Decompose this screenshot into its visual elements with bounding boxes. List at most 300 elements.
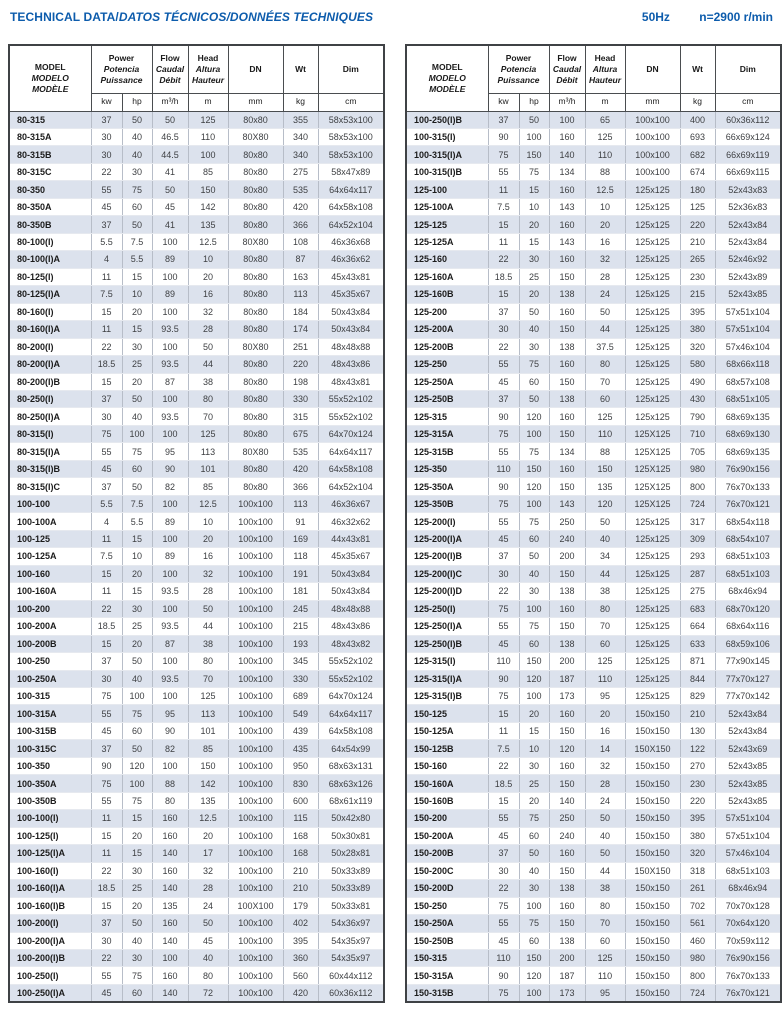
value-cell: 180	[680, 181, 715, 198]
value-cell: 25	[122, 356, 152, 373]
value-cell: 100	[152, 303, 188, 320]
value-cell: 100	[152, 338, 188, 355]
col-header-flow-en: Flow	[160, 52, 180, 63]
frequency-label: 50Hz	[641, 10, 670, 24]
value-cell: 315	[283, 408, 318, 425]
value-cell: 60	[519, 373, 549, 390]
value-cell: 380	[680, 321, 715, 338]
value-cell: 40	[122, 408, 152, 425]
value-cell: 11	[91, 530, 122, 547]
value-cell: 40	[585, 827, 625, 844]
value-cell: 40	[519, 321, 549, 338]
table-row	[9, 548, 384, 565]
value-cell: 4	[91, 251, 122, 268]
value-cell: 68x51x103	[715, 548, 781, 565]
model-cell: 100-315B	[9, 722, 91, 739]
table-row	[9, 338, 384, 355]
value-cell: 45x43x81	[318, 268, 384, 285]
table-row	[9, 425, 384, 442]
value-cell: 28	[188, 583, 228, 600]
value-cell: 22	[488, 251, 519, 268]
value-cell: 100x100	[228, 705, 283, 722]
value-cell: 100	[519, 425, 549, 442]
value-cell: 245	[283, 600, 318, 617]
value-cell: 38	[188, 635, 228, 652]
col-header-head-es: Altura	[195, 63, 221, 74]
value-cell: 318	[680, 862, 715, 879]
value-cell: 20	[519, 216, 549, 233]
value-cell: 25	[519, 775, 549, 792]
value-cell: 160	[549, 408, 585, 425]
table-row	[406, 251, 781, 268]
value-cell: 15	[488, 705, 519, 722]
model-cell: 100-250	[9, 653, 91, 670]
table-row	[406, 443, 781, 460]
col-header-head-es: Altura	[592, 63, 618, 74]
model-cell: 125-160B	[406, 286, 488, 303]
model-cell: 80-315(I)A	[9, 443, 91, 460]
value-cell: 400	[680, 111, 715, 128]
value-cell: 68x51x103	[715, 862, 781, 879]
value-cell: 75	[488, 984, 519, 1001]
col-header-power-es: Potencia	[103, 63, 140, 74]
col-header-power-es: Potencia	[500, 63, 537, 74]
value-cell: 134	[549, 443, 585, 460]
value-cell: 60	[585, 932, 625, 949]
value-cell: 90	[152, 722, 188, 739]
value-cell: 125x125	[625, 513, 680, 530]
value-cell: 187	[549, 670, 585, 687]
value-cell: 100	[152, 600, 188, 617]
value-cell: 60	[122, 198, 152, 215]
table-row	[9, 984, 384, 1001]
value-cell: 100	[122, 775, 152, 792]
value-cell: 68x51x103	[715, 565, 781, 582]
value-cell: 160	[152, 862, 188, 879]
value-cell: 95	[152, 443, 188, 460]
value-cell: 75	[488, 687, 519, 704]
value-cell: 100	[519, 984, 549, 1001]
model-cell: 150-200	[406, 810, 488, 827]
value-cell: 160	[549, 181, 585, 198]
value-cell: 122	[680, 740, 715, 757]
value-cell: 30	[91, 128, 122, 145]
model-cell: 80-250(I)	[9, 391, 91, 408]
table-row	[9, 845, 384, 862]
value-cell: 22	[488, 880, 519, 897]
value-cell: 191	[283, 565, 318, 582]
value-cell: 25	[122, 880, 152, 897]
value-cell: 87	[152, 373, 188, 390]
table-row	[406, 268, 781, 285]
value-cell: 100x100	[228, 548, 283, 565]
model-cell: 150-250B	[406, 932, 488, 949]
table-head	[9, 45, 384, 111]
value-cell: 664	[680, 618, 715, 635]
value-cell: 37	[91, 915, 122, 932]
value-cell: 82	[152, 478, 188, 495]
value-cell: 150x150	[625, 810, 680, 827]
value-cell: 125x125	[625, 356, 680, 373]
value-cell: 68x57x108	[715, 373, 781, 390]
value-cell: 10	[188, 513, 228, 530]
value-cell: 68x61x119	[318, 792, 384, 809]
value-cell: 15	[91, 635, 122, 652]
model-cell: 100-350A	[9, 775, 91, 792]
tables-wrap	[8, 44, 775, 1003]
value-cell: 41	[152, 216, 188, 233]
model-cell: 125-100	[406, 181, 488, 198]
value-cell: 220	[680, 216, 715, 233]
value-cell: 100X100	[228, 897, 283, 914]
value-cell: 15	[91, 897, 122, 914]
value-cell: 705	[680, 443, 715, 460]
col-header-dim: Dim	[318, 45, 384, 93]
value-cell: 110	[188, 128, 228, 145]
table-row	[9, 775, 384, 792]
table-row	[9, 583, 384, 600]
value-cell: 150	[188, 757, 228, 774]
value-cell: 100x100	[228, 845, 283, 862]
model-cell: 125-315B	[406, 443, 488, 460]
table-row	[9, 687, 384, 704]
value-cell: 100	[152, 653, 188, 670]
value-cell: 100x100	[228, 740, 283, 757]
value-cell: 179	[283, 897, 318, 914]
model-cell: 125-200(I)C	[406, 565, 488, 582]
value-cell: 45	[488, 635, 519, 652]
value-cell: 80x80	[228, 408, 283, 425]
value-cell: 44	[585, 862, 625, 879]
unit-hp: hp	[122, 93, 152, 111]
value-cell: 50	[122, 915, 152, 932]
value-cell: 674	[680, 163, 715, 180]
model-cell: 100-160(I)	[9, 862, 91, 879]
value-cell: 168	[283, 827, 318, 844]
value-cell: 60	[519, 635, 549, 652]
value-cell: 160	[152, 827, 188, 844]
model-cell: 80-315B	[9, 146, 91, 163]
value-cell: 220	[283, 356, 318, 373]
col-header-model-en: MODEL	[431, 61, 463, 72]
table-row	[9, 460, 384, 477]
value-cell: 160	[549, 251, 585, 268]
value-cell: 150	[549, 565, 585, 582]
value-cell: 50	[519, 845, 549, 862]
value-cell: 11	[91, 845, 122, 862]
value-cell: 52x43x83	[715, 181, 781, 198]
value-cell: 50x33x81	[318, 897, 384, 914]
table-row	[9, 565, 384, 582]
value-cell: 150	[519, 653, 549, 670]
value-cell: 125X125	[625, 460, 680, 477]
value-cell: 549	[283, 705, 318, 722]
col-header-wt: Wt	[283, 45, 318, 93]
value-cell: 251	[283, 338, 318, 355]
value-cell: 91	[283, 513, 318, 530]
table-row	[406, 338, 781, 355]
value-cell: 12.5	[188, 495, 228, 512]
model-cell: 150-250A	[406, 915, 488, 932]
value-cell: 20	[122, 373, 152, 390]
value-cell: 45x35x67	[318, 548, 384, 565]
col-header-flow-es: Caudal	[155, 63, 185, 74]
value-cell: 250	[549, 513, 585, 530]
value-cell: 20	[122, 565, 152, 582]
value-cell: 55	[488, 443, 519, 460]
table-row	[9, 635, 384, 652]
value-cell: 28	[585, 775, 625, 792]
table-row	[9, 915, 384, 932]
value-cell: 125	[585, 128, 625, 145]
value-cell: 150	[549, 618, 585, 635]
value-cell: 70x64x120	[715, 915, 781, 932]
value-cell: 125	[585, 653, 625, 670]
value-cell: 100	[519, 600, 549, 617]
value-cell: 125x125	[625, 233, 680, 250]
table-row	[406, 827, 781, 844]
value-cell: 125x125	[625, 286, 680, 303]
value-cell: 100	[152, 495, 188, 512]
value-cell: 10	[122, 548, 152, 565]
model-cell: 125-315A	[406, 425, 488, 442]
value-cell: 44.5	[152, 146, 188, 163]
value-cell: 75	[488, 495, 519, 512]
value-cell: 210	[283, 880, 318, 897]
value-cell: 30	[122, 163, 152, 180]
model-cell: 125-250	[406, 356, 488, 373]
value-cell: 37	[488, 845, 519, 862]
value-cell: 143	[549, 495, 585, 512]
value-cell: 15	[122, 530, 152, 547]
page-title-plain: TECHNICAL DATA/	[10, 10, 119, 24]
value-cell: 48x48x88	[318, 600, 384, 617]
value-cell: 16	[585, 722, 625, 739]
value-cell: 125x125	[625, 181, 680, 198]
table-row	[9, 146, 384, 163]
value-cell: 80x80	[228, 460, 283, 477]
value-cell: 75	[122, 705, 152, 722]
value-cell: 93.5	[152, 618, 188, 635]
value-cell: 80x80	[228, 425, 283, 442]
value-cell: 54x35x97	[318, 932, 384, 949]
table-row	[9, 513, 384, 530]
pump-data-table-right	[405, 44, 782, 1003]
value-cell: 12.5	[585, 181, 625, 198]
value-cell: 14	[585, 740, 625, 757]
value-cell: 50	[585, 845, 625, 862]
value-cell: 125x125	[625, 565, 680, 582]
page-title-italic: DATOS TÉCNICOS/DONNÉES TECHNIQUES	[118, 10, 374, 24]
value-cell: 76x90x156	[715, 950, 781, 967]
value-cell: 41	[152, 163, 188, 180]
value-cell: 366	[283, 478, 318, 495]
value-cell: 160	[549, 705, 585, 722]
value-cell: 68x69x135	[715, 408, 781, 425]
model-cell: 125-315(I)	[406, 653, 488, 670]
model-cell: 80-160(I)A	[9, 321, 91, 338]
value-cell: 5.5	[91, 233, 122, 250]
value-cell: 420	[283, 460, 318, 477]
value-cell: 309	[680, 530, 715, 547]
value-cell: 80X80	[228, 233, 283, 250]
value-cell: 160	[549, 600, 585, 617]
value-cell: 100x100	[228, 600, 283, 617]
value-cell: 10	[519, 198, 549, 215]
value-cell: 181	[283, 583, 318, 600]
value-cell: 169	[283, 530, 318, 547]
value-cell: 48x48x88	[318, 338, 384, 355]
model-cell: 125-200(I)	[406, 513, 488, 530]
value-cell: 100	[152, 530, 188, 547]
value-cell: 15	[519, 233, 549, 250]
model-cell: 80-350A	[9, 198, 91, 215]
value-cell: 100x100	[228, 862, 283, 879]
value-cell: 80x80	[228, 478, 283, 495]
value-cell: 37	[91, 653, 122, 670]
model-cell: 125-315(I)B	[406, 687, 488, 704]
model-cell: 100-250(I)B	[406, 111, 488, 128]
value-cell: 82	[152, 740, 188, 757]
table-row	[406, 897, 781, 914]
value-cell: 22	[91, 163, 122, 180]
value-cell: 125X125	[625, 425, 680, 442]
value-cell: 75	[488, 600, 519, 617]
value-cell: 32	[188, 862, 228, 879]
value-cell: 150	[549, 862, 585, 879]
value-cell: 80x80	[228, 216, 283, 233]
value-cell: 138	[549, 635, 585, 652]
value-cell: 15	[91, 303, 122, 320]
value-cell: 45	[91, 198, 122, 215]
value-cell: 10	[519, 740, 549, 757]
model-cell: 80-315(I)C	[9, 478, 91, 495]
value-cell: 330	[283, 391, 318, 408]
value-cell: 118	[283, 548, 318, 565]
value-cell: 168	[283, 845, 318, 862]
value-cell: 80x80	[228, 251, 283, 268]
value-cell: 113	[283, 495, 318, 512]
value-cell: 50	[585, 303, 625, 320]
value-cell: 57x51x104	[715, 810, 781, 827]
value-cell: 70	[585, 373, 625, 390]
value-cell: 15	[122, 583, 152, 600]
value-cell: 143	[549, 233, 585, 250]
value-cell: 55x52x102	[318, 653, 384, 670]
value-cell: 140	[152, 880, 188, 897]
value-cell: 395	[283, 932, 318, 949]
value-cell: 75	[519, 163, 549, 180]
value-cell: 57x51x104	[715, 321, 781, 338]
value-cell: 355	[283, 111, 318, 128]
value-cell: 68x54x107	[715, 530, 781, 547]
value-cell: 93.5	[152, 321, 188, 338]
model-cell: 100-315(I)A	[406, 146, 488, 163]
model-cell: 100-315	[9, 687, 91, 704]
value-cell: 130	[680, 722, 715, 739]
value-cell: 75	[91, 687, 122, 704]
value-cell: 135	[188, 216, 228, 233]
model-cell: 80-350B	[9, 216, 91, 233]
value-cell: 80x80	[228, 198, 283, 215]
value-cell: 75	[519, 443, 549, 460]
value-cell: 40	[519, 862, 549, 879]
value-cell: 37	[91, 111, 122, 128]
value-cell: 46x36x68	[318, 233, 384, 250]
value-cell: 100	[122, 425, 152, 442]
value-cell: 100x100	[228, 984, 283, 1001]
value-cell: 64x54x99	[318, 740, 384, 757]
value-cell: 100x100	[228, 810, 283, 827]
value-cell: 125	[585, 408, 625, 425]
value-cell: 55	[488, 915, 519, 932]
value-cell: 50	[152, 111, 188, 128]
value-cell: 64x70x124	[318, 425, 384, 442]
table-row	[406, 757, 781, 774]
value-cell: 37	[91, 478, 122, 495]
value-cell: 40	[188, 950, 228, 967]
value-cell: 45	[488, 373, 519, 390]
value-cell: 120	[519, 967, 549, 984]
value-cell: 293	[680, 548, 715, 565]
value-cell: 80x80	[228, 181, 283, 198]
value-cell: 44	[188, 618, 228, 635]
value-cell: 140	[549, 146, 585, 163]
table-row	[9, 128, 384, 145]
value-cell: 100	[519, 128, 549, 145]
value-cell: 80	[188, 967, 228, 984]
value-cell: 52x36x83	[715, 198, 781, 215]
value-cell: 100x100	[228, 583, 283, 600]
table-row	[406, 356, 781, 373]
value-cell: 45x35x67	[318, 286, 384, 303]
value-cell: 70	[585, 915, 625, 932]
table-row	[406, 705, 781, 722]
table-row	[406, 880, 781, 897]
model-cell: 150-160B	[406, 792, 488, 809]
value-cell: 160	[549, 128, 585, 145]
value-cell: 45	[152, 198, 188, 215]
model-cell: 100-350B	[9, 792, 91, 809]
value-cell: 15	[91, 373, 122, 390]
model-cell: 100-250A	[9, 670, 91, 687]
value-cell: 76x90x156	[715, 460, 781, 477]
model-cell: 150-200D	[406, 880, 488, 897]
value-cell: 52x43x85	[715, 775, 781, 792]
col-header-head-en: Head	[197, 52, 219, 63]
value-cell: 64x52x104	[318, 478, 384, 495]
value-cell: 68x51x105	[715, 391, 781, 408]
value-cell: 80x80	[228, 146, 283, 163]
model-cell: 150-200A	[406, 827, 488, 844]
model-cell: 125-125A	[406, 233, 488, 250]
value-cell: 68x46x94	[715, 583, 781, 600]
value-cell: 22	[488, 338, 519, 355]
table-row	[406, 618, 781, 635]
value-cell: 68x66x118	[715, 356, 781, 373]
model-cell: 125-250(I)B	[406, 635, 488, 652]
value-cell: 68x69x135	[715, 443, 781, 460]
value-cell: 68x54x118	[715, 513, 781, 530]
value-cell: 150x150	[625, 984, 680, 1001]
value-cell: 80	[585, 600, 625, 617]
model-cell: 150-315	[406, 950, 488, 967]
value-cell: 44	[585, 565, 625, 582]
table-row	[9, 495, 384, 512]
model-cell: 80-315(I)B	[9, 460, 91, 477]
value-cell: 980	[680, 460, 715, 477]
model-cell: 100-100A	[9, 513, 91, 530]
